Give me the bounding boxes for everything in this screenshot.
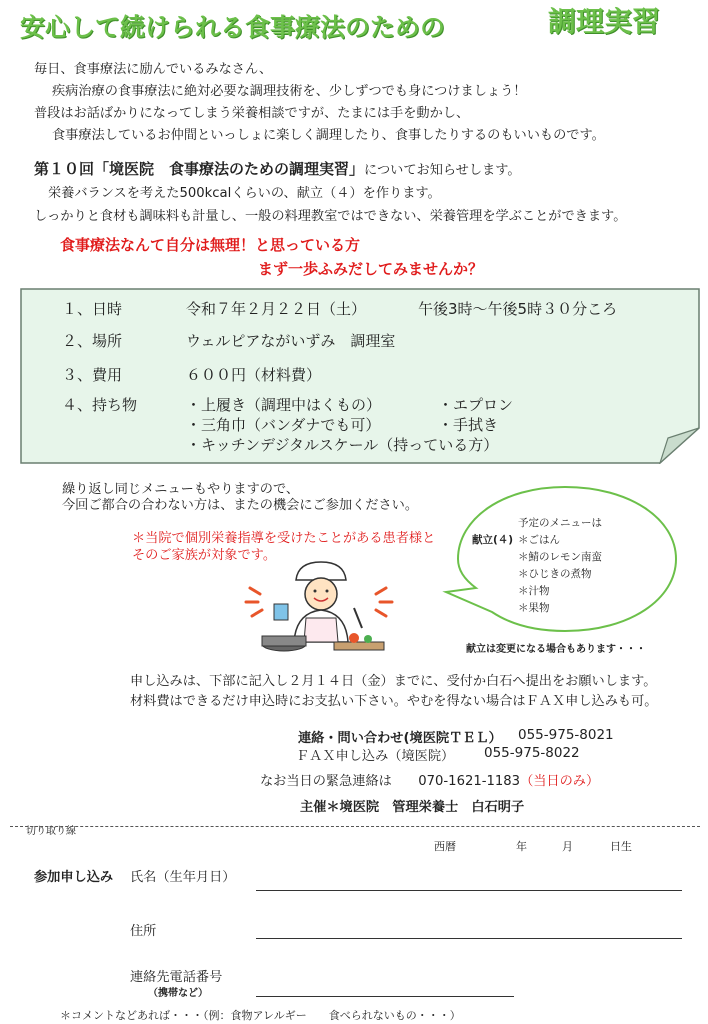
page-title-accent: 調理実習 <box>548 5 661 38</box>
tel-number: 055-975-8021 <box>518 727 614 743</box>
item-5: ・キッチンデジタルスケール（持っている方） <box>186 436 499 454</box>
address-field[interactable] <box>256 938 682 939</box>
menu-item: ＊汁物 <box>518 585 550 597</box>
era-label: 西暦 <box>434 840 456 853</box>
address-label: 住所 <box>130 924 157 939</box>
name-field[interactable] <box>256 890 682 891</box>
fax-number: 055-975-8022 <box>484 745 580 761</box>
place-value: ウェルピアながいずみ 調理室 <box>186 332 396 350</box>
date-label: １、日時 <box>62 300 123 318</box>
comment-prompt: ＊コメントなどあれば・・・（例：食物アレルギー 食べられないもの・・・） <box>60 1009 461 1022</box>
phone-field[interactable] <box>256 996 514 997</box>
apply-line-1: 申し込みは、下部に記入し２月１４日（金）までに、受付か白石へ提出をお願いします。 <box>130 674 657 689</box>
menu-item: ＊ごはん <box>518 534 560 546</box>
cut-line <box>10 826 700 827</box>
fee-label: ３、費用 <box>62 366 123 384</box>
callout-line-1: 食事療法なんて自分は無理！と思っている方 <box>60 236 361 254</box>
intro-line-3: 普段はお話ばかりになってしまう栄養相談ですが、たまには手を動かし、 <box>34 106 470 121</box>
announce-line-1: 栄養バランスを考えた500kcalくらいの、献立（４）を作ります。 <box>48 186 441 201</box>
phone-sublabel: （携帯など） <box>148 988 208 999</box>
menu-note: 献立は変更になる場合もあります・・・ <box>466 644 646 655</box>
item-1: ・上履き（調理中はくもの） <box>186 396 382 414</box>
emergency-contact: なお当日の緊急連絡は 070-1621-1183（当日のみ） <box>260 774 600 789</box>
repeat-line-1: 繰り返し同じメニューもやりますので、 <box>62 482 300 497</box>
callout-line-2: まず一歩ふみだしてみませんか？ <box>258 260 484 278</box>
phone-label: 連絡先電話番号 <box>130 970 223 985</box>
menu-item: ＊ひじきの煮物 <box>518 568 592 580</box>
eligibility-line-2: そのご家族が対象です。 <box>132 548 277 563</box>
fee-value: ６００円（材料費） <box>186 366 322 384</box>
intro-line-4: 食事療法しているお仲間といっしょに楽しく調理したり、食事したりするのもいいものです。 <box>52 128 605 143</box>
month-label: 月 <box>562 840 573 853</box>
announce-line-2: しっかりと食材も調味料も計量し、一般の料理教室ではできない、栄養管理を学ぶことができます。 <box>34 209 627 224</box>
day-label: 日生 <box>610 840 632 853</box>
intro-line-1: 毎日、食事療法に励んでいるみなさん、 <box>34 62 273 77</box>
menu-heading: 予定のメニューは <box>518 517 602 529</box>
tel-label: 連絡・問い合わせ(境医院ＴＥＬ） <box>298 731 502 746</box>
items-label: ４、持ち物 <box>62 396 138 414</box>
intro-line-2: 疾病治療の食事療法に絶対必要な調理技術を、少しずつでも身につけましょう！ <box>52 84 527 99</box>
menu-item: ＊果物 <box>518 602 550 614</box>
date-value: 令和７年２月２２日（土） <box>186 300 367 318</box>
name-label: 氏名（生年月日） <box>130 870 236 885</box>
page-title: 安心して続けられる食事療法のための <box>20 13 446 42</box>
year-label: 年 <box>516 840 527 853</box>
menu-item: ＊鯖のレモン南蛮 <box>518 551 602 563</box>
menu-label: 献立(４) <box>472 534 514 546</box>
time-value: 午後3時～午後5時３０分ころ <box>418 300 618 318</box>
organizer: 主催＊境医院 管理栄養士 白石明子 <box>300 800 525 815</box>
eligibility-line-1: ＊当院で個別栄養指導を受けたことがある患者様と <box>132 531 436 546</box>
form-title: 参加申し込み <box>34 870 114 885</box>
item-2: ・エプロン <box>438 396 514 414</box>
cut-line-label: 切り取り線 <box>26 826 76 837</box>
apply-line-2: 材料費はできるだけ申込時にお支払い下さい。やむを得ない場合はＦＡＸ申し込みも可。 <box>130 694 658 709</box>
fax-label: ＦＡＸ申し込み（境医院） <box>296 749 455 764</box>
announce-heading: 第１０回「境医院 食事療法のための調理実習」についてお知らせします。 <box>34 160 521 178</box>
item-3: ・三角巾（バンダナでも可） <box>186 416 381 434</box>
place-label: ２、場所 <box>62 332 123 350</box>
repeat-line-2: 今回ご都合の合わない方は、またの機会にご参加ください。 <box>62 498 419 513</box>
cooking-illustration <box>236 558 406 658</box>
item-4: ・手拭き <box>438 416 499 434</box>
